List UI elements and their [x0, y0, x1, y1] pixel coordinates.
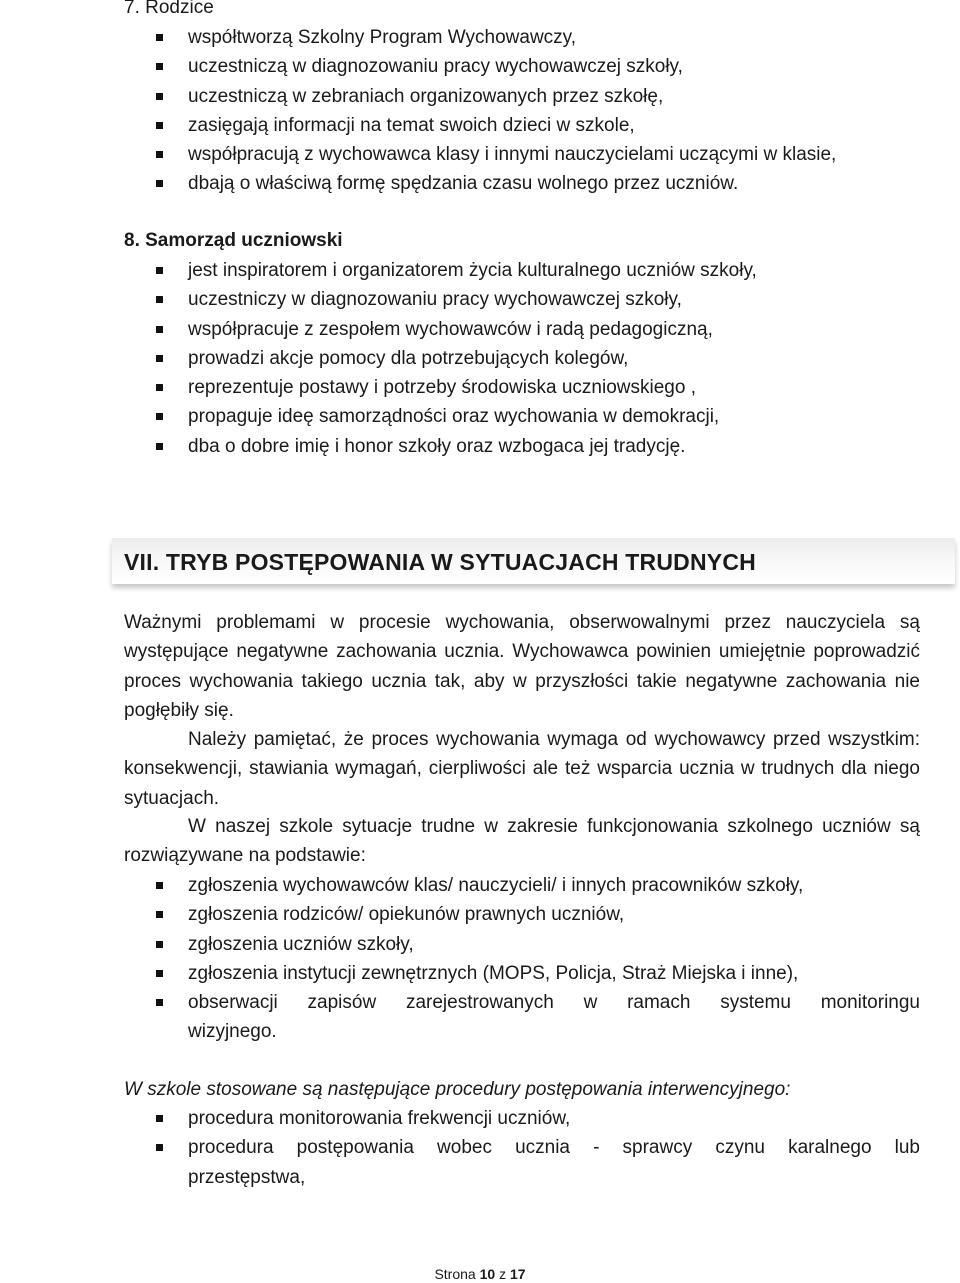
bullet-square-icon [156, 34, 163, 41]
paragraph-3: W naszej szkole sytuacje trudne w zakresie funkcjonowania szkolnego uczniów są rozwiązywane na podstawie: [124, 816, 920, 867]
list-item: propaguje ideę samorządności oraz wychowania w demokracji, [124, 402, 924, 431]
bullet-square-icon [156, 122, 163, 129]
bullet-square-icon [156, 999, 163, 1006]
list-item: zasięgają informacji na temat swoich dzieci w szkole, [124, 111, 924, 140]
chapter-heading: VII. TRYB POSTĘPOWANIA W SYTUACJACH TRUDNYCH [124, 549, 756, 575]
list-item: dbają o właściwą formę spędzania czasu wolnego przez uczniów. [124, 169, 924, 198]
list-item: zgłoszenia rodziców/ opiekunów prawnych uczniów, [124, 900, 920, 929]
bullet-square-icon [156, 355, 163, 362]
list-item: współtworzą Szkolny Program Wychowawczy, [124, 23, 924, 52]
list-item: zgłoszenia wychowawców klas/ nauczycieli/ i innych pracowników szkoły, [124, 871, 920, 900]
paragraph-1: Ważnymi problemami w procesie wychowania, obserwowalnymi przez nauczyciela są występujące negatywne zachowania ucznia. Wychowawca powinien umiejętnie poprowadzić proces wychowania takiego ucznia tak, aby w przyszłości takie negatywne zachowania nie pogłębiły się. [124, 612, 920, 721]
section-7-list [124, 23, 924, 199]
bullet-square-icon [156, 63, 163, 70]
bullet-square-icon [156, 296, 163, 303]
bullet-square-icon [156, 413, 163, 420]
bullet-square-icon [156, 443, 163, 450]
list-item: uczestniczy w diagnozowaniu pracy wychowawczej szkoły, [124, 285, 924, 314]
list-item: obserwacji zapisów zarejestrowanych w ramach systemu monitoringu wizyjnego. [124, 988, 920, 1047]
page-label: Strona [434, 1266, 476, 1282]
list-item: współpracuje z zespołem wychowawców i radą pedagogiczną, [124, 315, 924, 344]
list-item: prowadzi akcje pomocy dla potrzebujących kolegów, [124, 344, 924, 373]
bullet-square-icon [156, 941, 163, 948]
basis-list [124, 871, 920, 1047]
list-item: jest inspiratorem i organizatorem życia kulturalnego uczniów szkoły, [124, 256, 924, 285]
bullet-square-icon [156, 1144, 163, 1151]
procedures-intro: W szkole stosowane są następujące procedury postępowania interwencyjnego: [124, 1079, 791, 1100]
procedures-list [124, 1104, 920, 1192]
page-current: 10 [479, 1266, 496, 1282]
paragraph-2: Należy pamiętać, że proces wychowania wymaga od wychowawcy przed wszystkim: konsekwencji, stawiania wymagań, cierpliwości ale też wsparcia ucznia w trudnych dla niego sytuacjach. [124, 729, 920, 809]
list-item: zgłoszenia uczniów szkoły, [124, 930, 920, 959]
chapter-heading-banner [112, 538, 955, 584]
list-item: uczestniczą w zebraniach organizowanych przez szkołę, [124, 82, 924, 111]
bullet-square-icon [156, 151, 163, 158]
bullet-square-icon [156, 180, 163, 187]
list-item: procedura postępowania wobec ucznia - sprawcy czynu karalnego lub przestępstwa, [124, 1133, 920, 1192]
bullet-square-icon [156, 970, 163, 977]
bullet-square-icon [156, 911, 163, 918]
page-separator: z [499, 1266, 507, 1282]
section-7-title: 7. Rodzice [124, 0, 214, 18]
list-item: współpracują z wychowawca klasy i innymi nauczycielami uczącymi w klasie, [124, 140, 924, 169]
bullet-square-icon [156, 882, 163, 889]
list-item: uczestniczą w diagnozowaniu pracy wychowawczej szkoły, [124, 52, 924, 81]
list-item: reprezentuje postawy i potrzeby środowiska uczniowskiego , [124, 373, 924, 402]
page-total: 17 [509, 1266, 526, 1282]
page-footer [0, 1265, 960, 1283]
list-item: procedura monitorowania frekwencji uczniów, [124, 1104, 920, 1133]
bullet-square-icon [156, 267, 163, 274]
list-item: dba o dobre imię i honor szkoły oraz wzbogaca jej tradycję. [124, 432, 924, 461]
bullet-square-icon [156, 93, 163, 100]
list-item: zgłoszenia instytucji zewnętrznych (MOPS, Policja, Straż Miejska i inne), [124, 959, 920, 988]
section-8-list [124, 256, 924, 461]
bullet-square-icon [156, 384, 163, 391]
section-8-title: 8. Samorząd uczniowski [124, 230, 343, 251]
bullet-square-icon [156, 326, 163, 333]
bullet-square-icon [156, 1115, 163, 1122]
